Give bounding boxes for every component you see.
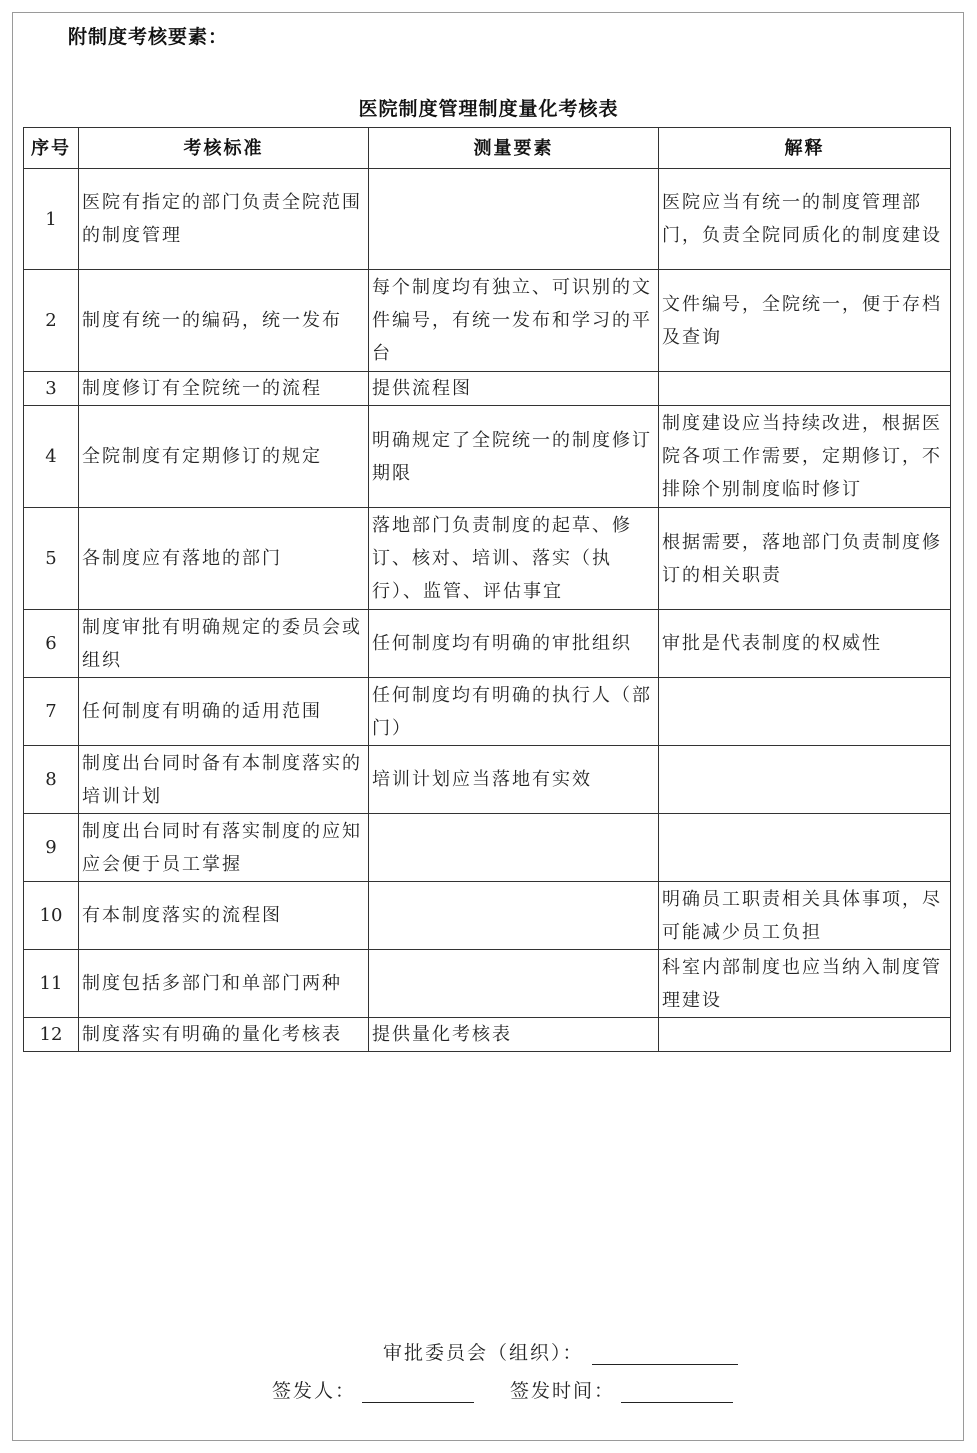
issue-time-line bbox=[510, 1376, 733, 1403]
row-measure bbox=[369, 169, 659, 270]
row-measure: 明确规定了全院统一的制度修订期限 bbox=[369, 406, 659, 508]
table-row bbox=[24, 1018, 951, 1052]
header-standard: 考核标准 bbox=[79, 128, 369, 169]
row-measure: 提供量化考核表 bbox=[369, 1018, 659, 1052]
row-no: 4 bbox=[24, 406, 79, 508]
row-no: 7 bbox=[24, 678, 79, 746]
row-no: 8 bbox=[24, 746, 79, 814]
table-header-row bbox=[24, 128, 951, 169]
issue-time-blank[interactable] bbox=[621, 1380, 733, 1403]
header-measure: 测量要素 bbox=[369, 128, 659, 169]
row-no: 10 bbox=[24, 882, 79, 950]
row-measure: 任何制度均有明确的执行人（部门） bbox=[369, 678, 659, 746]
row-measure bbox=[369, 950, 659, 1018]
attachment-heading: 附制度考核要素： bbox=[68, 26, 229, 48]
header-no: 序号 bbox=[24, 128, 79, 169]
row-explain bbox=[659, 372, 951, 406]
row-measure: 落地部门负责制度的起草、修订、核对、培训、落实（执行）、监管、评估事宜 bbox=[369, 508, 659, 610]
issuer-line bbox=[272, 1376, 474, 1403]
row-standard: 制度有统一的编码，统一发布 bbox=[79, 270, 369, 372]
assessment-table bbox=[23, 127, 951, 1052]
document-title: 医院制度管理制度量化考核表 bbox=[358, 98, 619, 120]
table-row bbox=[24, 950, 951, 1018]
row-standard: 任何制度有明确的适用范围 bbox=[79, 678, 369, 746]
issuer-blank[interactable] bbox=[362, 1380, 474, 1403]
row-standard: 制度审批有明确规定的委员会或组织 bbox=[79, 610, 369, 678]
header-explain: 解释 bbox=[659, 128, 951, 169]
table-row bbox=[24, 814, 951, 882]
approval-committee-line bbox=[383, 1338, 738, 1365]
row-explain bbox=[659, 746, 951, 814]
row-standard: 制度出台同时备有本制度落实的培训计划 bbox=[79, 746, 369, 814]
row-standard: 制度包括多部门和单部门两种 bbox=[79, 950, 369, 1018]
row-standard: 各制度应有落地的部门 bbox=[79, 508, 369, 610]
row-standard: 制度修订有全院统一的流程 bbox=[79, 372, 369, 406]
table-row bbox=[24, 882, 951, 950]
row-measure: 每个制度均有独立、可识别的文件编号，有统一发布和学习的平台 bbox=[369, 270, 659, 372]
table-row bbox=[24, 270, 951, 372]
row-explain: 医院应当有统一的制度管理部门，负责全院同质化的制度建设 bbox=[659, 169, 951, 270]
row-explain bbox=[659, 1018, 951, 1052]
issue-time-label: 签发时间： bbox=[510, 1380, 616, 1402]
row-explain: 审批是代表制度的权威性 bbox=[659, 610, 951, 678]
table-row bbox=[24, 746, 951, 814]
table-row bbox=[24, 610, 951, 678]
row-no: 6 bbox=[24, 610, 79, 678]
row-no: 12 bbox=[24, 1018, 79, 1052]
row-no: 5 bbox=[24, 508, 79, 610]
row-no: 1 bbox=[24, 169, 79, 270]
row-standard: 制度出台同时有落实制度的应知应会便于员工掌握 bbox=[79, 814, 369, 882]
table-row bbox=[24, 372, 951, 406]
table-row bbox=[24, 169, 951, 270]
table-row bbox=[24, 406, 951, 508]
row-measure: 任何制度均有明确的审批组织 bbox=[369, 610, 659, 678]
row-measure bbox=[369, 882, 659, 950]
row-explain bbox=[659, 678, 951, 746]
row-no: 2 bbox=[24, 270, 79, 372]
row-standard: 全院制度有定期修订的规定 bbox=[79, 406, 369, 508]
row-measure: 提供流程图 bbox=[369, 372, 659, 406]
row-no: 9 bbox=[24, 814, 79, 882]
row-no: 3 bbox=[24, 372, 79, 406]
approval-committee-label: 审批委员会（组织）： bbox=[383, 1342, 584, 1364]
row-explain: 根据需要，落地部门负责制度修订的相关职责 bbox=[659, 508, 951, 610]
row-measure bbox=[369, 814, 659, 882]
row-measure: 培训计划应当落地有实效 bbox=[369, 746, 659, 814]
row-standard: 制度落实有明确的量化考核表 bbox=[79, 1018, 369, 1052]
approval-committee-blank[interactable] bbox=[592, 1342, 738, 1365]
row-standard: 有本制度落实的流程图 bbox=[79, 882, 369, 950]
table-row bbox=[24, 678, 951, 746]
row-explain bbox=[659, 814, 951, 882]
row-standard: 医院有指定的部门负责全院范围的制度管理 bbox=[79, 169, 369, 270]
row-explain: 文件编号，全院统一，便于存档及查询 bbox=[659, 270, 951, 372]
issuer-label: 签发人： bbox=[272, 1380, 357, 1402]
row-explain: 明确员工职责相关具体事项，尽可能减少员工负担 bbox=[659, 882, 951, 950]
row-no: 11 bbox=[24, 950, 79, 1018]
row-explain: 制度建设应当持续改进，根据医院各项工作需要，定期修订，不排除个别制度临时修订 bbox=[659, 406, 951, 508]
table-row bbox=[24, 508, 951, 610]
row-explain: 科室内部制度也应当纳入制度管理建设 bbox=[659, 950, 951, 1018]
